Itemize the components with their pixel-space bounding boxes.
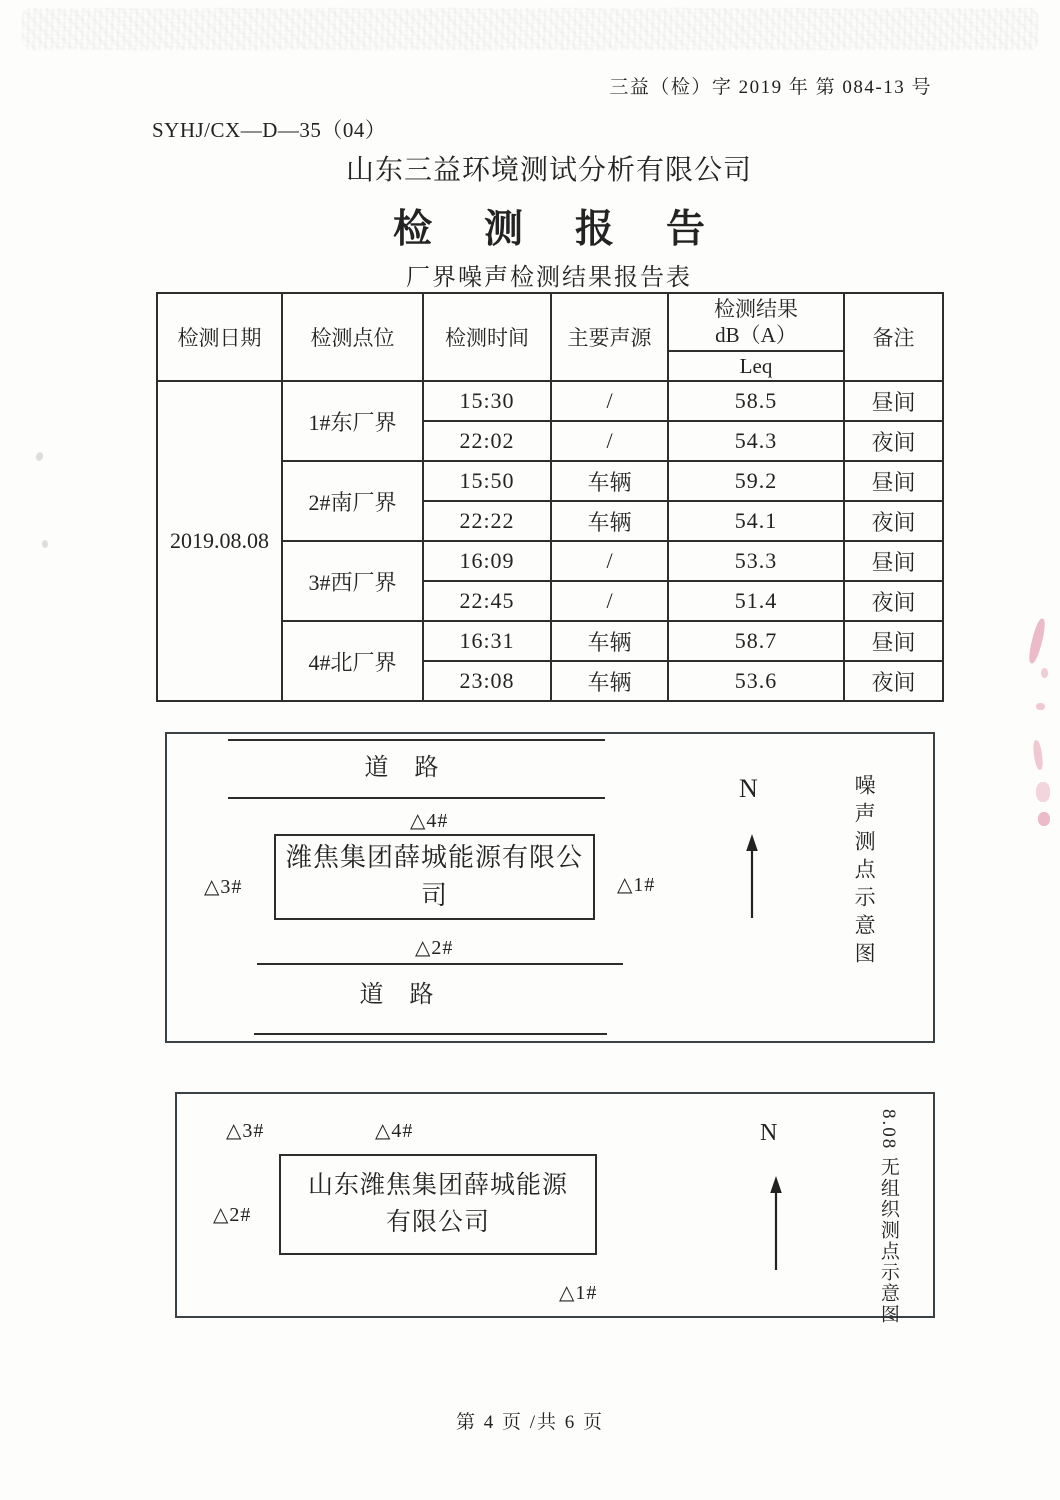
factory-outline — [274, 834, 595, 920]
cell-time: 15:50 — [423, 461, 551, 501]
report-subtitle: 厂界噪声检测结果报告表 — [406, 265, 692, 291]
factory-name: 潍焦集团薛城能源有限公司 — [285, 843, 583, 910]
company-name: 山东三益环境测试分析有限公司 — [345, 155, 752, 186]
cell-remark: 昼间 — [844, 461, 943, 501]
diagram-caption: 噪声测点示意图 — [852, 774, 877, 970]
road-line — [257, 963, 623, 965]
road-line — [228, 739, 605, 741]
header-time: 检测时间 — [423, 293, 551, 381]
stamp-artifact — [1041, 668, 1048, 678]
cell-remark: 昼间 — [844, 541, 943, 581]
road-line — [254, 1033, 607, 1035]
cell-time: 15:30 — [423, 381, 551, 421]
cell-leq: 59.2 — [668, 461, 844, 501]
point-marker-3: △3# — [226, 1120, 265, 1142]
cell-leq: 58.7 — [668, 621, 844, 661]
header-result-leq: Leq — [668, 351, 844, 381]
cell-point: 1#东厂界 — [282, 381, 423, 461]
point-marker-1: △1# — [559, 1282, 598, 1304]
point-marker-2: △2# — [213, 1204, 252, 1226]
cell-leq: 53.6 — [668, 661, 844, 701]
road-label-bottom: 道 路 — [359, 982, 435, 1008]
road-label-top: 道 路 — [364, 755, 440, 781]
north-arrow-icon — [743, 834, 761, 918]
north-label: N — [760, 1120, 778, 1146]
factory-name-line2: 有限公司 — [385, 1208, 490, 1236]
cell-source: / — [551, 581, 668, 621]
diagram-caption: 8.08 无组织测点示意图 — [877, 1109, 899, 1325]
cell-leq: 54.1 — [668, 501, 844, 541]
cell-source: / — [551, 541, 668, 581]
cell-leq: 54.3 — [668, 421, 844, 461]
factory-name-line1: 山东潍焦集团薛城能源 — [307, 1172, 568, 1200]
unorganized-points-diagram — [175, 1092, 935, 1325]
cell-source: / — [551, 381, 668, 421]
stamp-artifact — [1036, 703, 1045, 710]
stamp-artifact — [1027, 617, 1048, 664]
cell-source: 车辆 — [551, 501, 668, 541]
cell-time: 16:09 — [423, 541, 551, 581]
factory-outline — [279, 1154, 597, 1255]
cell-time: 22:22 — [423, 501, 551, 541]
point-marker-4: △4# — [375, 1120, 414, 1142]
cell-remark: 昼间 — [844, 381, 943, 421]
cell-remark: 夜间 — [844, 661, 943, 701]
cell-point: 3#西厂界 — [282, 541, 423, 621]
cell-time: 16:31 — [423, 621, 551, 661]
road-line — [228, 797, 605, 799]
header-result — [668, 293, 844, 351]
header-point: 检测点位 — [282, 293, 423, 381]
cell-leq: 51.4 — [668, 581, 844, 621]
header-result-line1: 检测结果 — [714, 296, 798, 321]
scan-speck — [35, 451, 45, 462]
header-source: 主要声源 — [551, 293, 668, 381]
cell-time: 22:45 — [423, 581, 551, 621]
header-remark: 备注 — [844, 293, 943, 381]
cell-leq: 58.5 — [668, 381, 844, 421]
scan-noise-band — [22, 8, 1038, 50]
cell-point: 2#南厂界 — [282, 461, 423, 541]
cell-source: 车辆 — [551, 621, 668, 661]
point-marker-2: △2# — [415, 937, 454, 959]
noise-points-diagram — [165, 732, 935, 1043]
cell-remark: 夜间 — [844, 421, 943, 461]
cell-source: 车辆 — [551, 461, 668, 501]
report-title: 检测报告 — [392, 208, 757, 251]
point-marker-1: △1# — [617, 874, 656, 896]
header-date: 检测日期 — [157, 293, 282, 381]
stamp-artifact — [1038, 812, 1050, 826]
north-label: N — [739, 774, 758, 803]
page-number: 第 4 页 /共 6 页 — [455, 1412, 605, 1433]
cell-time: 22:02 — [423, 421, 551, 461]
scan-speck — [42, 540, 48, 548]
cell-time: 23:08 — [423, 661, 551, 701]
north-arrow-icon — [767, 1176, 785, 1270]
cell-source: 车辆 — [551, 661, 668, 701]
header-result-line2: dB（A） — [715, 323, 797, 347]
cell-remark: 昼间 — [844, 621, 943, 661]
cell-point: 4#北厂界 — [282, 621, 423, 701]
factory-name — [308, 1168, 568, 1241]
table-row — [157, 381, 943, 421]
noise-results-table — [156, 292, 944, 702]
stamp-artifact — [1036, 782, 1050, 802]
stamp-artifact — [1032, 740, 1044, 771]
point-marker-3: △3# — [204, 876, 243, 898]
cell-date: 2019.08.08 — [157, 381, 282, 701]
point-marker-4: △4# — [410, 810, 449, 832]
cell-source: / — [551, 421, 668, 461]
cell-remark: 夜间 — [844, 581, 943, 621]
cell-leq: 53.3 — [668, 541, 844, 581]
form-code: SYHJ/CX—D—35（04） — [152, 118, 387, 142]
cell-remark: 夜间 — [844, 501, 943, 541]
document-number: 三益（检）字 2019 年 第 084-13 号 — [609, 77, 932, 98]
